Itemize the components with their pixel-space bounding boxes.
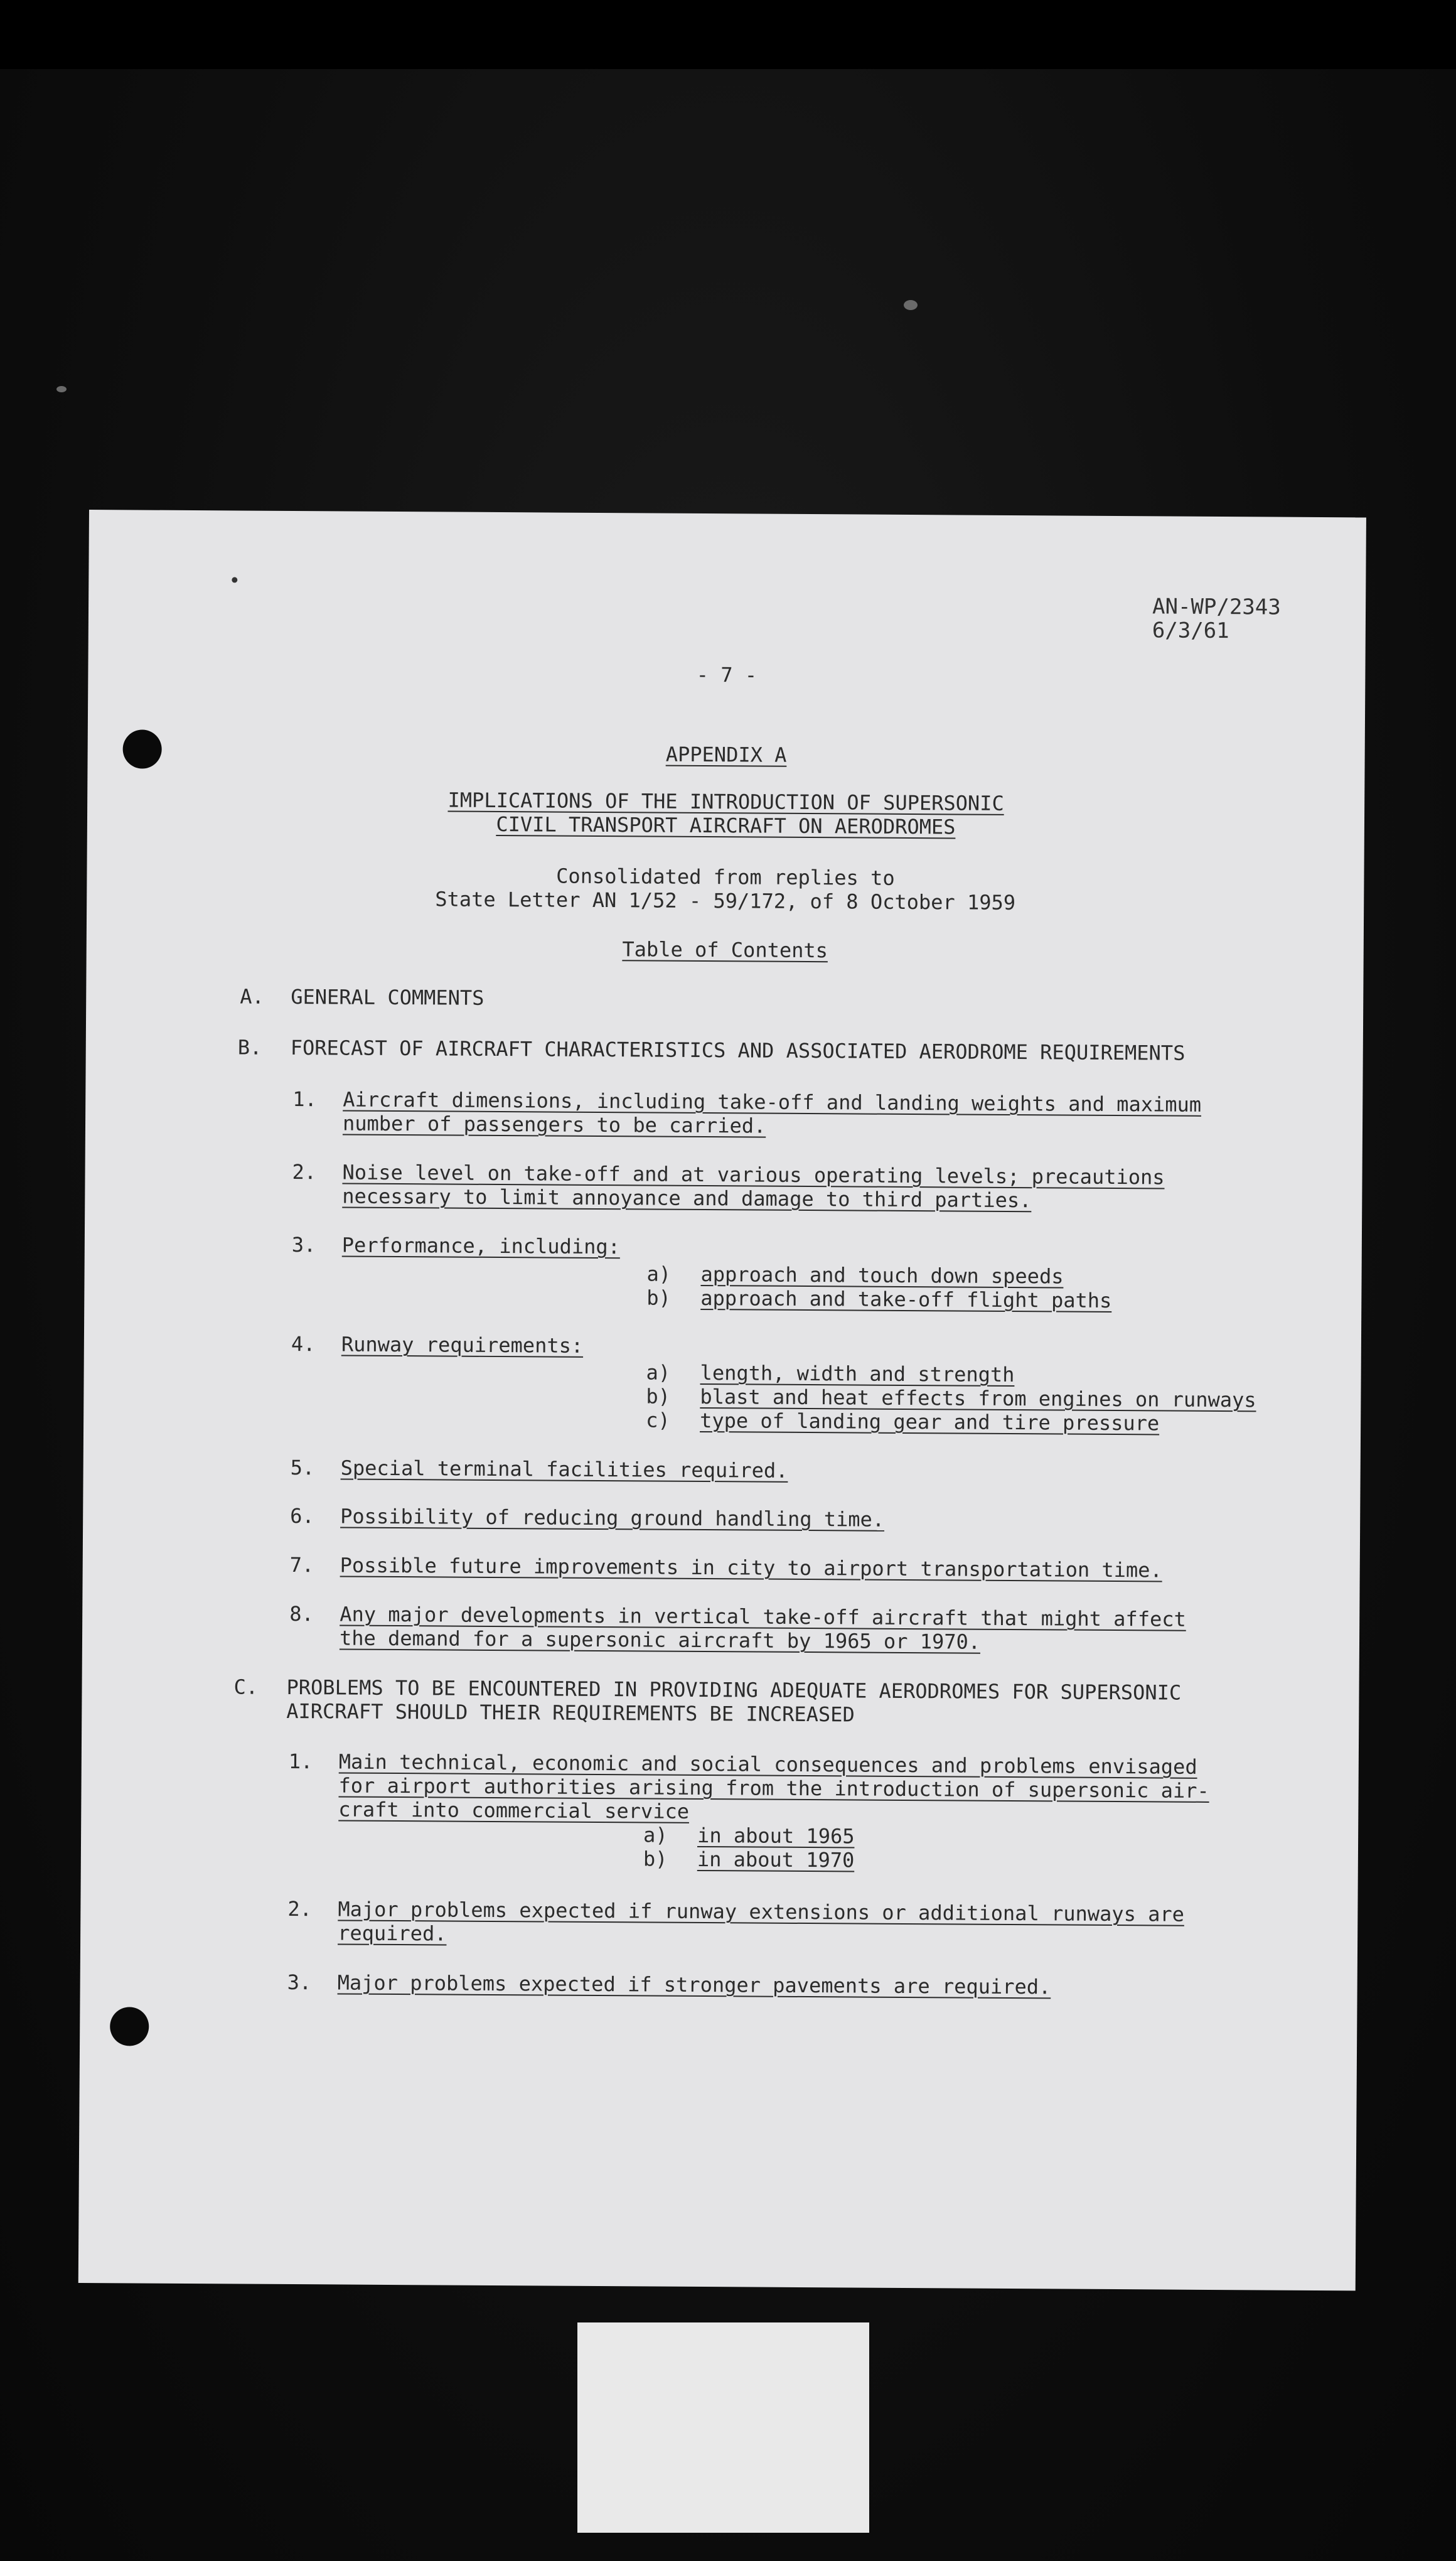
toc-heading: Table of Contents: [622, 937, 828, 963]
b-item-3-number: 3.: [291, 1232, 316, 1257]
b-item-4-sub-b-letter: b): [646, 1384, 671, 1409]
b-item-8-line-1: Any major developments in vertical take-off aircraft that might affect: [340, 1602, 1186, 1631]
c-item-1-line-3: craft into commercial service: [338, 1797, 690, 1823]
b-item-4-sub-c-text: type of landing gear and tire pressure: [700, 1408, 1160, 1436]
page-number: - 7 -: [696, 662, 757, 687]
section-c-line-1: PROBLEMS TO BE ENCOUNTERED IN PROVIDING ADEQUATE AERODROMES FOR SUPERSONIC: [286, 1675, 1182, 1705]
b-item-4-text: Runway requirements:: [341, 1332, 584, 1358]
c-item-1-sub-a-text: in about 1965: [697, 1823, 855, 1849]
punch-hole: [110, 2007, 149, 2046]
c-item-1-number: 1.: [288, 1749, 313, 1774]
c-item-1-sub-b-letter: b): [643, 1847, 668, 1871]
b-item-4-sub-b-text: blast and heat effects from engines on runways: [700, 1384, 1256, 1412]
section-c-line-2: AIRCRAFT SHOULD THEIR REQUIREMENTS BE INCREASED: [286, 1699, 855, 1727]
section-a-letter: A.: [240, 984, 264, 1009]
b-item-3-sub-b-text: approach and take-off flight paths: [700, 1286, 1112, 1313]
c-item-1-line-1: Main technical, economic and social consequences and problems envisaged: [338, 1749, 1197, 1779]
b-item-3-sub-a-letter: a): [646, 1262, 672, 1286]
b-item-4-sub-a-text: length, width and strength: [700, 1360, 1015, 1387]
dust-speck: [232, 577, 237, 583]
c-item-1-sub-a-letter: a): [643, 1823, 668, 1847]
document-date: 6/3/61: [1152, 618, 1229, 644]
document-page: [78, 510, 1366, 2290]
c-item-3-text: Major problems expected if stronger pavements are required.: [337, 1970, 1051, 1999]
b-item-3-sub-b-letter: b): [646, 1286, 671, 1310]
b-item-2-line-1: Noise level on take-off and at various operating levels; precautions: [342, 1160, 1165, 1189]
c-item-2-number: 2.: [287, 1896, 313, 1921]
b-item-1-line-1: Aircraft dimensions, including take-off and landing weights and maximum: [343, 1087, 1202, 1117]
b-item-6-number: 6.: [290, 1503, 314, 1528]
section-c-letter: C.: [233, 1675, 259, 1699]
section-a-title: GENERAL COMMENTS: [291, 984, 484, 1010]
blank-label-card: [577, 2322, 869, 2533]
b-item-1-number: 1.: [292, 1087, 317, 1112]
c-item-2-line-1: Major problems expected if runway extensions or additional runways are: [338, 1897, 1185, 1926]
dust-speck: [904, 300, 918, 310]
b-item-2-number: 2.: [292, 1159, 317, 1184]
b-item-7-text: Possible future improvements in city to airport transportation time.: [340, 1553, 1162, 1582]
b-item-8-number: 8.: [289, 1601, 314, 1626]
appendix-heading: APPENDIX A: [665, 742, 787, 767]
b-item-3-sub-a-text: approach and touch down speeds: [700, 1262, 1064, 1289]
c-item-2-line-2: required.: [338, 1921, 447, 1946]
section-b-title: FORECAST OF AIRCRAFT CHARACTERISTICS AND ASSOCIATED AERODROME REQUIREMENTS: [290, 1035, 1186, 1065]
b-item-4-sub-a-letter: a): [646, 1360, 671, 1385]
b-item-8-line-2: the demand for a supersonic aircraft by 1965 or 1970.: [339, 1626, 981, 1654]
b-item-4-sub-c-letter: c): [646, 1408, 670, 1432]
c-item-1-line-2: for airport authorities arising from the introduction of supersonic air-: [338, 1773, 1209, 1803]
title-line-1: IMPLICATIONS OF THE INTRODUCTION OF SUPERSONIC: [447, 788, 1004, 815]
b-item-1-line-2: number of passengers to be carried.: [342, 1111, 766, 1138]
b-item-3-text: Performance, including:: [341, 1233, 621, 1259]
c-item-3-number: 3.: [287, 1970, 312, 1995]
b-item-2-line-2: necessary to limit annoyance and damage to third parties.: [342, 1184, 1032, 1213]
document-reference: [1152, 594, 1281, 643]
section-b-letter: B.: [237, 1035, 262, 1060]
b-item-5-text: Special terminal facilities required.: [340, 1456, 788, 1483]
scan-top-band: [0, 0, 1456, 69]
b-item-7-number: 7.: [289, 1552, 314, 1577]
document-number: AN-WP/2343: [1152, 594, 1281, 620]
title-line-2: CIVIL TRANSPORT AIRCRAFT ON AERODROMES: [496, 812, 956, 839]
c-item-1-sub-b-text: in about 1970: [697, 1847, 855, 1872]
b-item-4-number: 4.: [291, 1331, 316, 1356]
b-item-5-number: 5.: [290, 1455, 315, 1480]
b-item-6-text: Possibility of reducing ground handling time.: [340, 1504, 885, 1532]
consolidated-line-1: Consolidated from replies to: [556, 864, 895, 890]
dust-speck: [56, 386, 67, 392]
consolidated-line-2: State Letter AN 1/52 - 59/172, of 8 October 1959: [435, 887, 1016, 915]
